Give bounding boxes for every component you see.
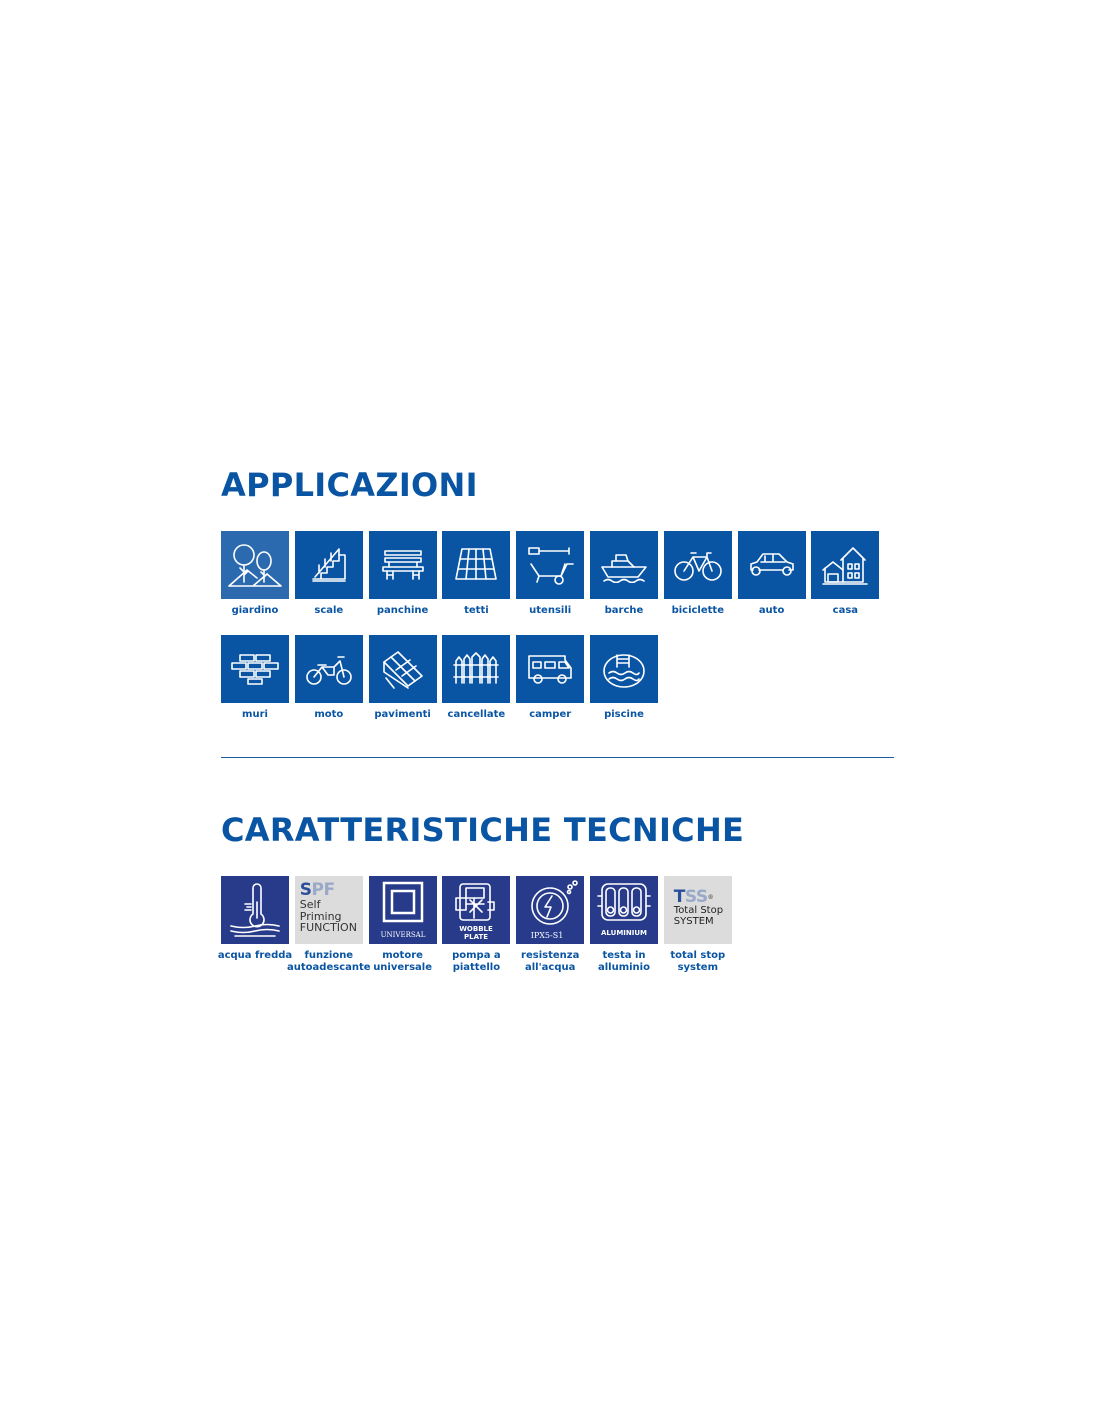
application-tile	[590, 531, 658, 635]
application-label: piscine	[604, 709, 644, 720]
section-title-applicazioni: APPLICAZIONI	[221, 466, 478, 504]
application-label: biciclette	[671, 605, 724, 616]
application-label: giardino	[231, 605, 279, 616]
trees-icon	[227, 542, 283, 588]
tss-logo-t: T	[673, 887, 685, 907]
section-title-caratteristiche: CARATTERISTICHE TECNICHE	[221, 811, 745, 849]
section-divider	[221, 757, 894, 758]
feature-tile	[664, 876, 732, 974]
motorcycle-icon	[304, 651, 354, 687]
aluminium-head-icon	[592, 878, 656, 942]
wobble-plate-icon	[444, 878, 508, 942]
spf-logo-icon	[295, 876, 363, 944]
pool-icon	[601, 649, 647, 689]
universal-badge-text: UNIVERSAL	[380, 931, 425, 939]
application-tile	[516, 531, 584, 635]
spf-logo-s: S	[299, 880, 312, 900]
car-icon	[747, 550, 797, 580]
bench-icon	[381, 545, 425, 585]
application-label: tetti	[464, 605, 489, 616]
camper-icon	[525, 652, 575, 686]
stairs-icon	[307, 543, 351, 587]
applications-grid	[221, 531, 879, 739]
application-label: utensili	[529, 605, 572, 616]
application-label: muri	[242, 709, 268, 720]
floor-tiles-icon	[380, 648, 426, 690]
thermometer-icon	[225, 880, 285, 940]
feature-label: funzione autoadescante	[287, 950, 371, 973]
tools-icon	[525, 542, 575, 588]
application-label: scale	[314, 605, 344, 616]
application-label: moto	[314, 709, 344, 720]
application-label: cancellate	[447, 709, 506, 720]
bicycle-icon	[673, 547, 723, 583]
tss-logo-icon	[664, 876, 732, 944]
wobble-badge-line2: PLATE	[464, 933, 489, 941]
feature-label: resistenza all'acqua	[521, 950, 580, 973]
fence-icon	[452, 651, 500, 687]
brick-wall-icon	[230, 653, 280, 685]
spf-logo-text: Self Priming FUNCTION	[299, 898, 357, 934]
application-tile	[221, 635, 289, 739]
application-tile	[516, 635, 584, 739]
wobble-badge-line1: WOBBLE	[459, 925, 494, 933]
tss-logo-mark: ®	[707, 894, 714, 901]
application-label: pavimenti	[374, 709, 431, 720]
roof-icon	[452, 545, 500, 585]
tss-logo-text: Total Stop SYSTEM	[673, 905, 724, 927]
aluminium-badge-text: ALUMINIUM	[600, 929, 647, 937]
application-tile	[369, 635, 437, 739]
application-label: barche	[604, 605, 644, 616]
feature-label: motore universale	[373, 950, 432, 973]
feature-label: total stop system	[670, 950, 726, 973]
application-label: casa	[832, 605, 859, 616]
feature-label: testa in alluminio	[597, 950, 650, 973]
feature-label: acqua fredda	[217, 950, 293, 961]
application-tile	[221, 531, 289, 635]
ipx-badge-text: IPX5-S1	[530, 931, 564, 940]
application-tile	[664, 531, 732, 635]
application-tile	[369, 531, 437, 635]
application-label: camper	[529, 709, 572, 720]
feature-label: pompa a piattello	[452, 950, 501, 973]
application-tile	[442, 531, 510, 635]
features-grid	[217, 876, 879, 974]
boat-icon	[600, 547, 648, 583]
application-tile	[295, 635, 363, 739]
tss-logo-ss: SS	[684, 887, 708, 907]
application-tile	[442, 635, 510, 739]
application-tile	[811, 531, 879, 635]
application-tile	[295, 531, 363, 635]
application-label: panchine	[376, 605, 429, 616]
application-tile	[590, 635, 658, 739]
water-resistance-icon	[518, 878, 582, 942]
application-label: auto	[758, 605, 785, 616]
universal-motor-icon	[371, 878, 435, 942]
house-icon	[821, 544, 869, 586]
spf-logo-pf: PF	[311, 880, 335, 900]
application-tile	[738, 531, 806, 635]
